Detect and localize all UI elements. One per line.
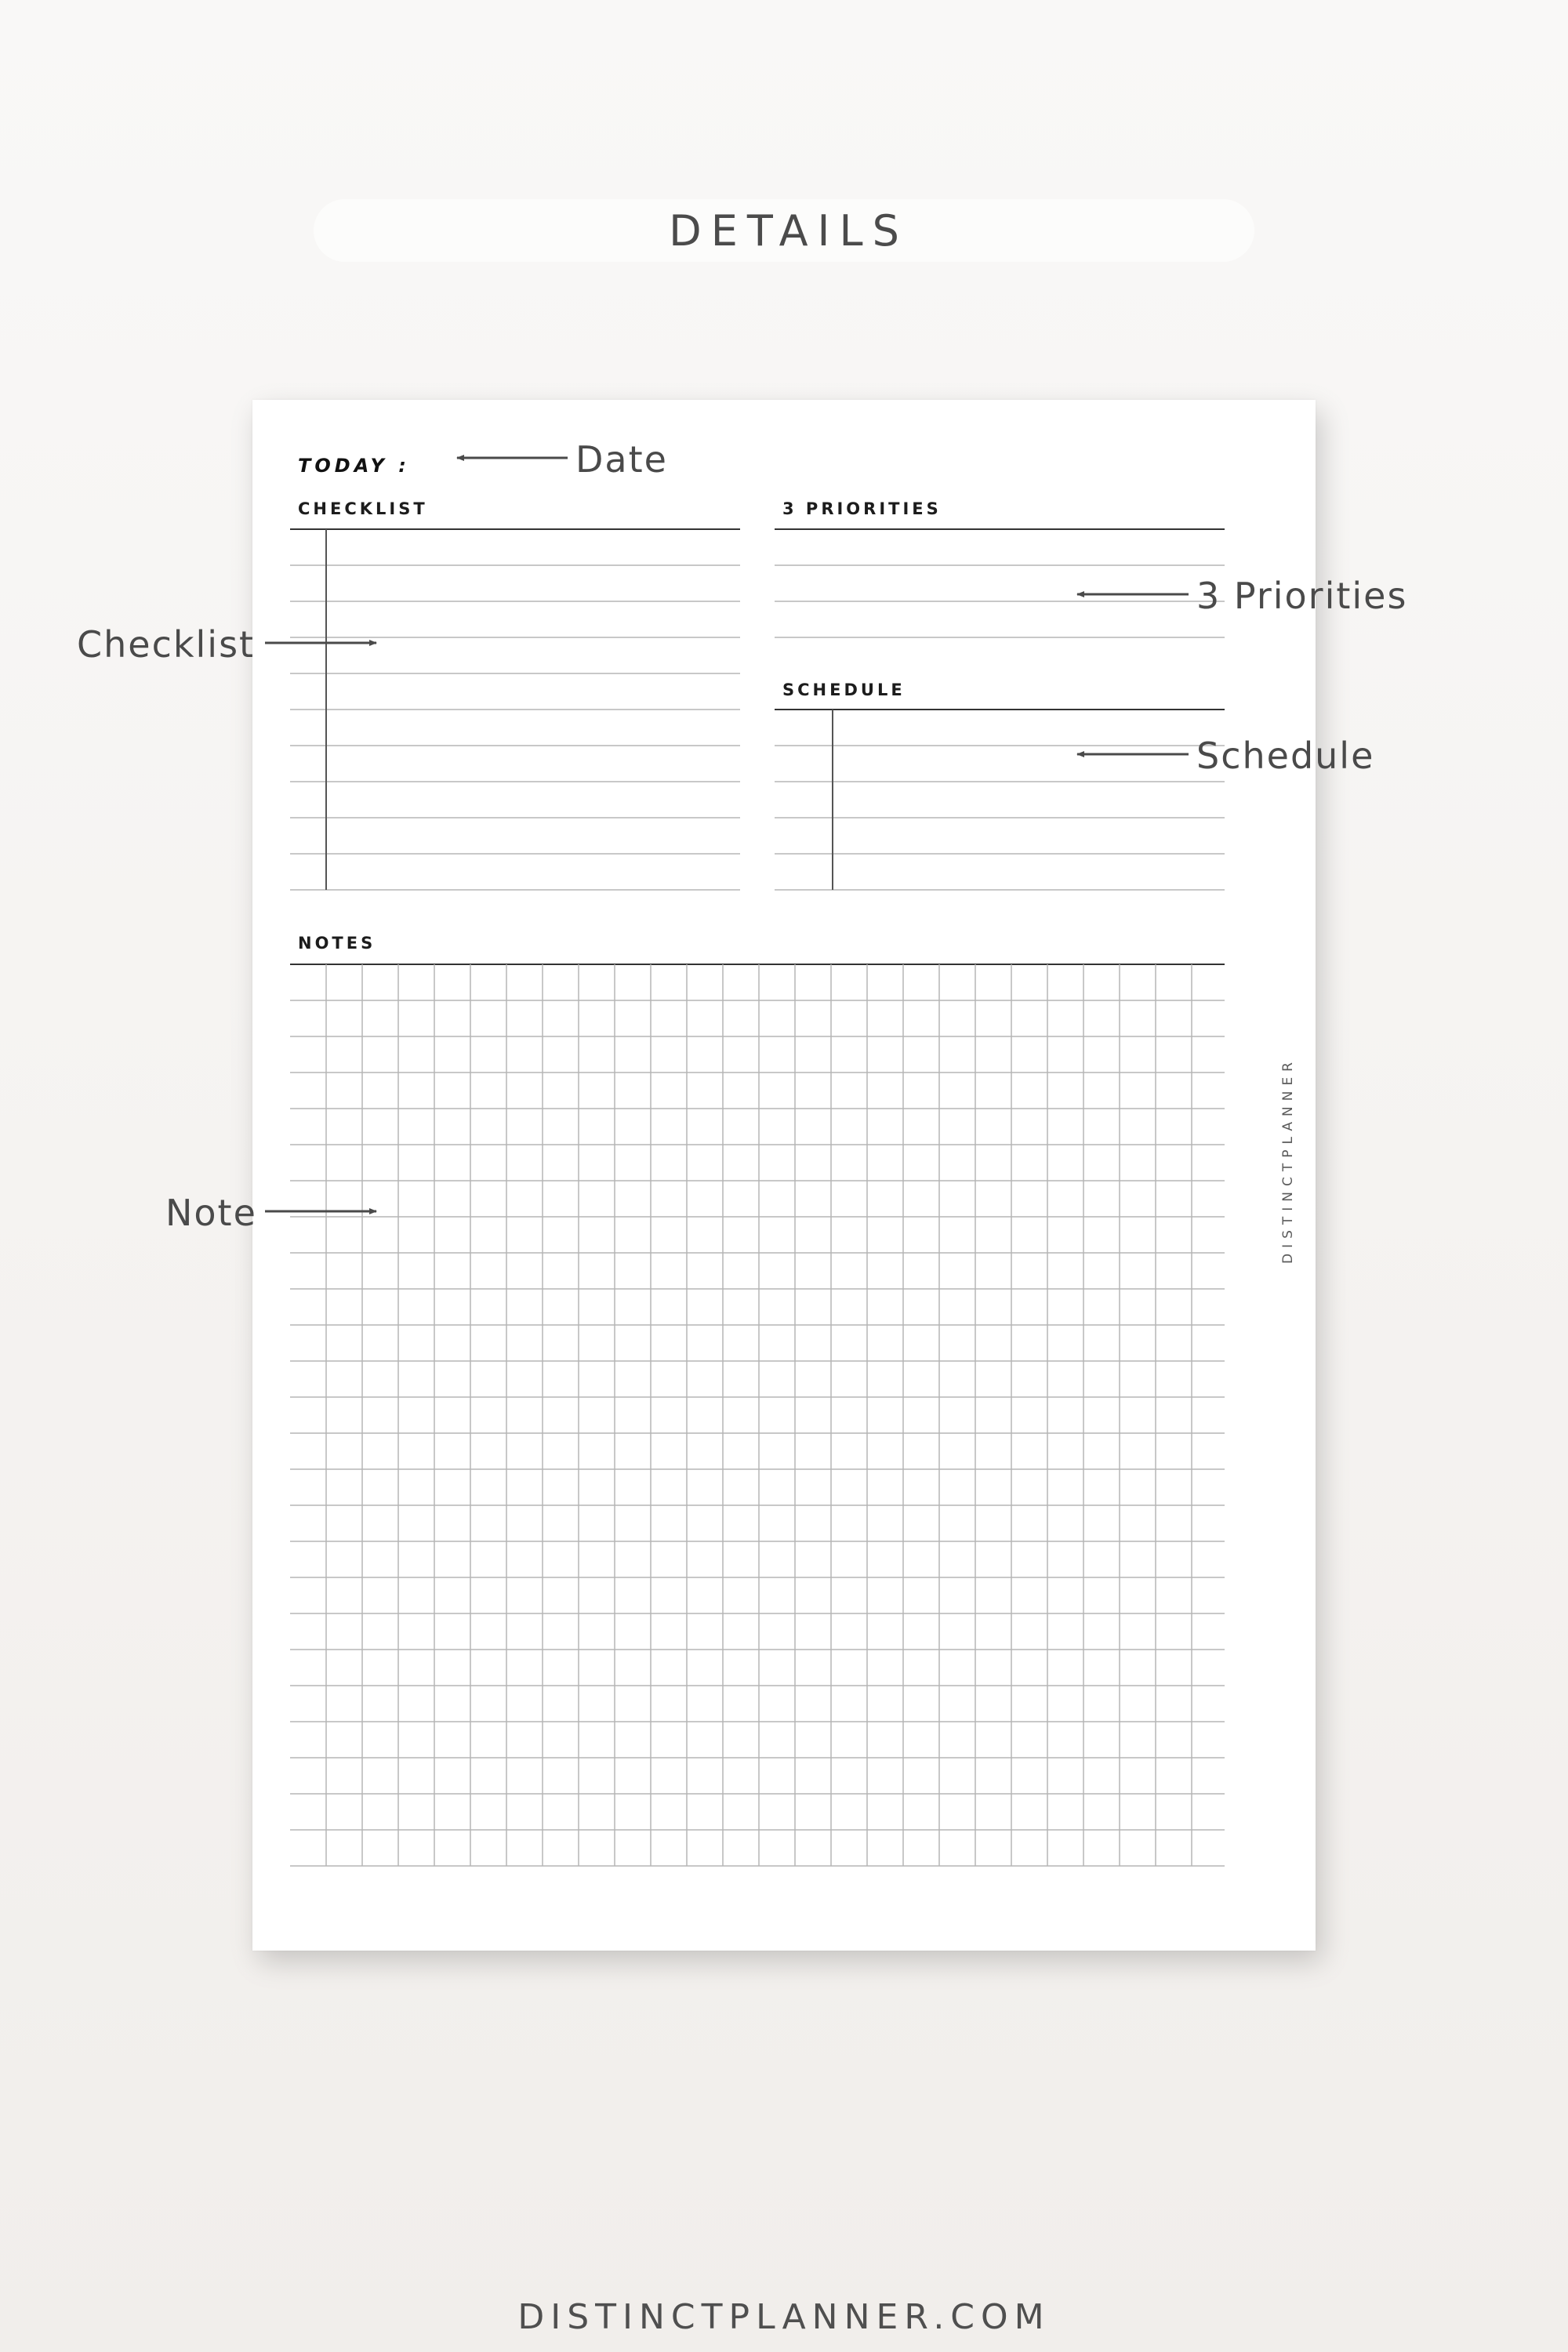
date-callout: Date xyxy=(575,438,668,481)
planner-sheet xyxy=(252,400,1316,1951)
today-label: TODAY : xyxy=(298,455,410,477)
notes-heading: NOTES xyxy=(298,934,376,953)
priorities-callout: 3 Priorities xyxy=(1196,575,1408,617)
checklist-callout: Checklist xyxy=(77,623,256,666)
priorities-heading: 3 PRIORITIES xyxy=(782,499,942,518)
schedule-heading: SCHEDULE xyxy=(782,681,906,699)
note-callout: Note xyxy=(165,1192,257,1234)
checklist-lines xyxy=(290,529,740,890)
priority-lines xyxy=(775,529,1225,637)
schedule-callout: Schedule xyxy=(1196,735,1375,777)
side-brand-text: DISTINCTPLANNER xyxy=(1280,1057,1296,1264)
checklist-heading: CHECKLIST xyxy=(298,499,428,518)
page-title: DETAILS xyxy=(669,205,909,256)
planner-rules xyxy=(252,400,1316,1951)
notes-grid xyxy=(290,964,1225,1866)
header-pill xyxy=(314,199,1254,262)
footer-website: DISTINCTPLANNER.COM xyxy=(517,2297,1051,2337)
schedule-lines xyxy=(775,710,1225,890)
